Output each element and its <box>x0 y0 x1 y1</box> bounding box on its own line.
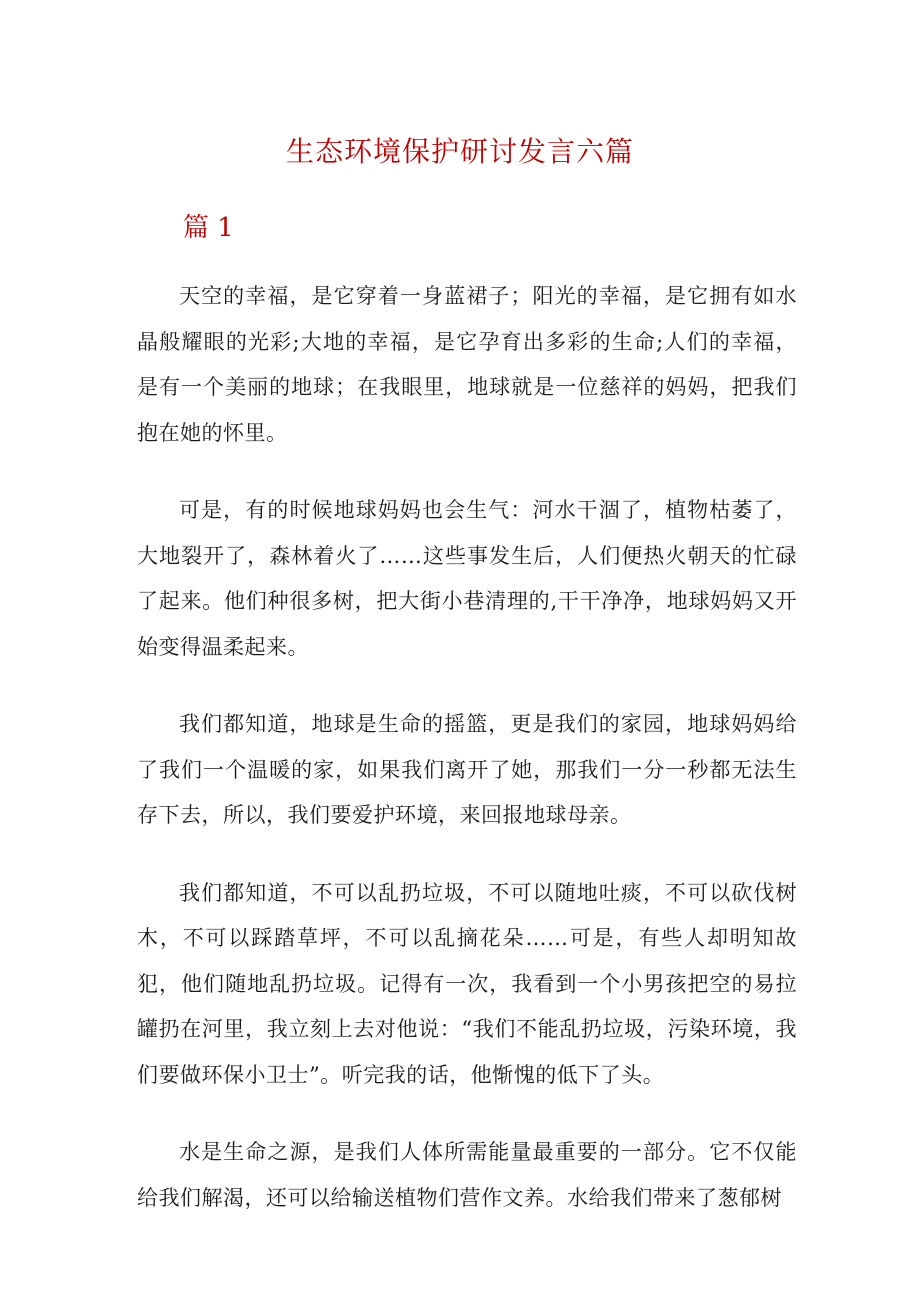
paragraph-2: 可是，有的时候地球妈妈也会生气：河水干涸了，植物枯萎了，大地裂开了，森林着火了……这些事发生后，人们便热火朝天的忙碌了起来。他们种很多树，把大街小巷清理的,干干净净，地球妈妈又开始变得温柔起来。 <box>137 498 797 659</box>
paragraph-4: 我们都知道，不可以乱扔垃圾，不可以随地吐痰，不可以砍伐树木，不可以踩踏草坪，不可以乱摘花朵……可是，有些人却明知故犯，他们随地乱扔垃圾。记得有一次，我看到一个小男孩把空的易拉罐扔在河里，我立刻上去对他说：“我们不能乱扔垃圾，污染环境，我们要做环保小卫士”。听完我的话，他惭愧的低下了头。 <box>137 880 797 1087</box>
document-title: 生态环境保护研讨发言六篇 <box>285 135 634 168</box>
paragraph-3: 我们都知道，地球是生命的摇篮，更是我们的家园，地球妈妈给了我们一个温暖的家，如果我们离开了她，那我们一分一秒都无法生存下去，所以，我们要爱护环境，来回报地球母亲。 <box>137 712 797 827</box>
section-heading: 篇 1 <box>183 213 234 243</box>
paragraph-1: 天空的幸福，是它穿着一身蓝裙子；阳光的幸福，是它拥有如水晶般耀眼的光彩;大地的幸福，是它孕育出多彩的生命;人们的幸福，是有一个美丽的地球；在我眼里，地球就是一位慈祥的妈妈，把我们抱在她的怀里。 <box>137 284 797 445</box>
body-text <box>137 274 797 1253</box>
paragraph-5: 水是生命之源，是我们人体所需能量最重要的一部分。它不仅能给我们解渴，还可以给输送植物们营作文养。水给我们带来了葱郁树 <box>137 1140 797 1210</box>
